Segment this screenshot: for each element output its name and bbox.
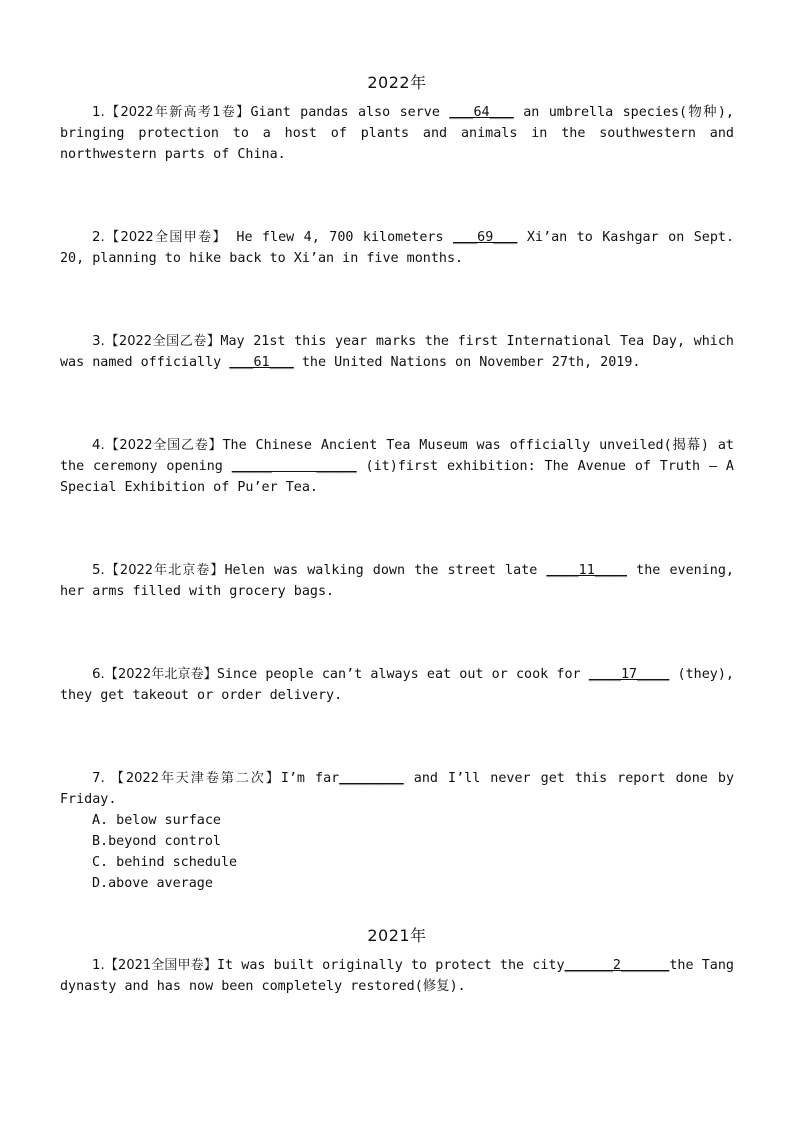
question-text-before: Giant pandas also serve [250,105,450,120]
question-text-after: Xi’an to Kashgar on Sept. 20, planning to hike back to Xi’an in five months. [60,230,735,266]
year-heading-2022: 2022年 [367,73,427,92]
question-number: 3. [92,334,105,349]
year-heading-2021: 2021年 [367,926,427,945]
question-source-tag: 【2022全国乙卷】 [104,334,221,349]
question-text-before: Since people can’t always eat out or cook for [216,667,589,682]
question-text-after: the evening, her arms filled with grocery bags. [60,563,734,599]
question-source-tag: 【2022全国甲卷】 [104,230,227,245]
answer-blank: ___69___ [452,230,518,245]
question-2022-4 [60,435,734,498]
question-2022-2 [60,227,734,269]
question-text-after: (they), they get takeout or order delivery. [60,667,734,703]
question-2022-6 [60,664,734,706]
question-text-after: the Tang dynasty and has now been completely restored(修复). [60,958,734,994]
question-2022-7-options [92,810,237,894]
question-number: 5. [92,563,105,578]
question-2022-3 [60,331,734,373]
question-number: 6. [92,667,105,682]
question-text-before: I’m far [280,771,340,786]
question-number: 1. [92,958,105,973]
question-text-after: and I’ll never get this report done by Friday. [60,771,735,807]
question-text-after: (it)first exhibition: The Avenue of Truth — A Special Exhibition of Pu’er Tea. [60,459,734,495]
question-text-after: an umbrella species(物种), bringing protection to a host of plants and animals in the southwestern and northwestern parts of China. [60,105,734,162]
answer-blank: ______2______ [564,958,670,973]
question-text-before: It was built originally to protect the city [216,958,565,973]
question-text-before: The Chinese Ancient Tea Museum was officially unveiled(揭幕) at the ceremony opening [60,438,734,474]
answer-blank: ___61___ [229,355,294,370]
question-number: 2. [92,230,105,245]
question-number: 7. [92,771,105,786]
option-c: C. behind schedule [92,855,238,870]
question-2022-5 [60,560,734,602]
answer-blank: ________ [339,771,404,786]
question-source-tag: 【2022年新高考1卷】 [104,105,251,120]
option-b: B.beyond control [92,834,221,849]
question-2022-1 [60,102,734,165]
answer-blank: ___64___ [449,105,514,120]
question-number: 1. [92,105,105,120]
option-d: D.above average [92,876,213,891]
question-source-tag: 【2021全国甲卷】 [104,958,217,973]
question-source-tag: 【2022年北京卷】 [104,667,217,682]
question-text-after: the United Nations on November 27th, 2019. [293,355,641,370]
question-2021-1 [60,955,734,997]
question-text-before: May 21st this year marks the first International Tea Day, which was named officially [60,334,734,370]
question-number: 4. [92,438,105,453]
answer-blank: ____11____ [546,563,628,578]
question-source-tag: 【2022年北京卷】 [104,563,225,578]
question-2022-7 [60,768,734,810]
question-source-tag: 【2022年天津卷第二次】 [104,771,281,786]
question-text-before: He flew 4, 700 kilometers [226,230,453,245]
question-text-before: Helen was walking down the street late [224,563,547,578]
answer-blank: _____ _____ [231,459,357,474]
option-a: A. below surface [92,813,221,828]
question-source-tag: 【2022全国乙卷】 [104,438,223,453]
answer-blank: ____17____ [588,667,670,682]
